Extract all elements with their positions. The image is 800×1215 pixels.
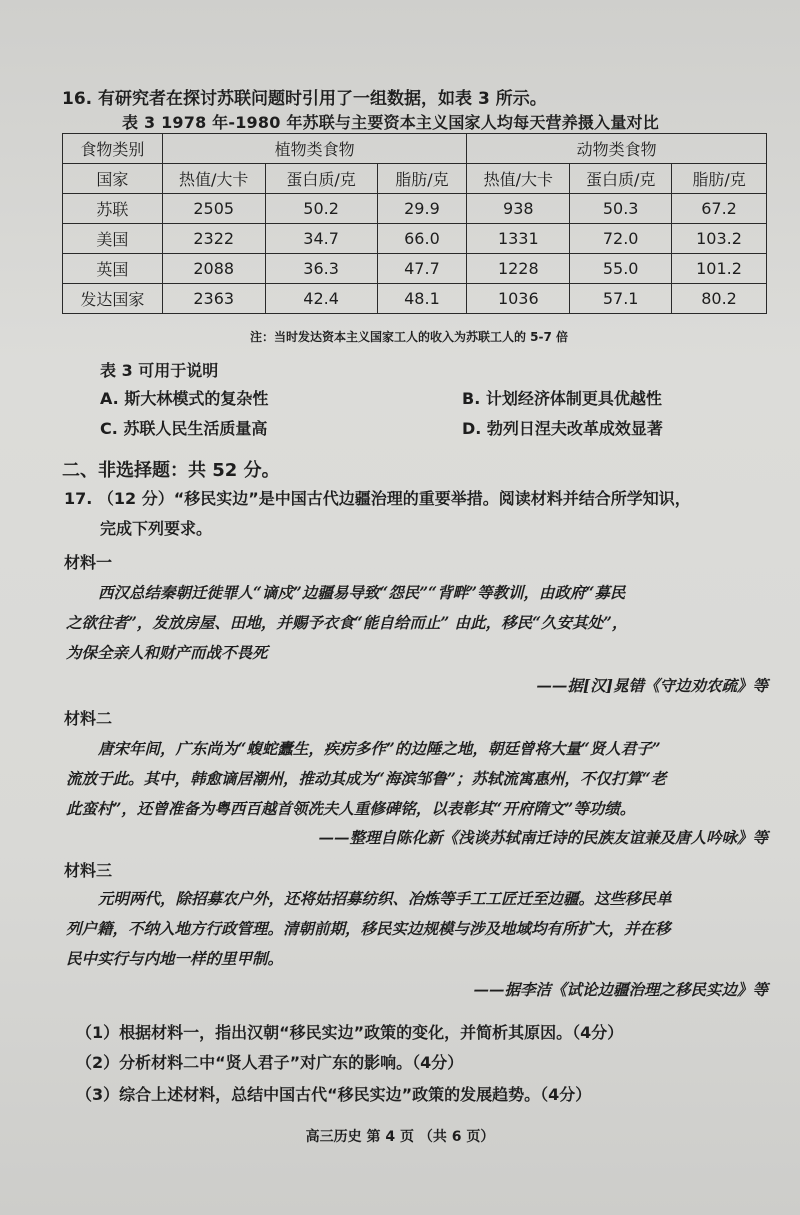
question-17-stem-line1: 17. （12 分）“移民实边”是中国古代边疆治理的重要举措。阅读材料并结合所学知识，	[64, 489, 691, 508]
sub-question-3: （3）综合上述材料，总结中国古代“移民实边”政策的发展趋势。（4分）	[76, 1085, 592, 1104]
table-cell: 29.9	[377, 194, 467, 224]
table-cell: 101.2	[672, 254, 767, 284]
table-cell: 66.0	[377, 224, 467, 254]
table-cell: 2363	[162, 284, 265, 314]
row-country: 苏联	[63, 194, 163, 224]
col-header: 脂肪/克	[672, 164, 767, 194]
table-subheader-row	[63, 164, 767, 194]
material-line: 元明两代，除招募农户外，还将姑招募纺织、冶炼等手工工匠迁至边疆。这些移民单	[98, 889, 672, 908]
table-cell: 80.2	[672, 284, 767, 314]
table-3-caption: 表 3 1978 年-1980 年苏联与主要资本主义国家人均每天营养摄入量对比	[122, 113, 659, 132]
material-line: 此蛮村”，还曾准备为粤西百越首领冼夫人重修碑铭，以表彰其“开府隋文”等功绩。	[66, 799, 636, 818]
table-cell: 34.7	[265, 224, 377, 254]
material-line: 西汉总结秦朝迁徙罪人“谪戍”边疆易导致“怨民”“背畔”等教训，由政府“募民	[98, 583, 626, 602]
col-header: 蛋白质/克	[570, 164, 672, 194]
table-cell: 48.1	[377, 284, 467, 314]
col-header: 热值/大卡	[162, 164, 265, 194]
table-cell: 36.3	[265, 254, 377, 284]
table-cell: 1228	[467, 254, 570, 284]
table-row	[63, 254, 767, 284]
table-cell: 55.0	[570, 254, 672, 284]
row-country: 美国	[63, 224, 163, 254]
material-line: 流放于此。其中，韩愈谪居潮州，推动其成为“海滨邹鲁”；苏轼流寓惠州，不仅打算“老	[66, 769, 667, 788]
header-country: 国家	[63, 164, 163, 194]
table-row	[63, 194, 767, 224]
option-c: C. 苏联人民生活质量高	[100, 419, 268, 438]
material-1-title: 材料一	[64, 553, 113, 572]
table-row	[63, 224, 767, 254]
table-cell: 1331	[467, 224, 570, 254]
table-cell: 938	[467, 194, 570, 224]
table-cell: 2088	[162, 254, 265, 284]
option-d: D. 勃列日涅夫改革成效显著	[462, 419, 663, 438]
table-cell: 103.2	[672, 224, 767, 254]
material-2-source: ——整理自陈化新《浅谈苏轼南迁诗的民族友谊兼及唐人吟咏》等	[318, 828, 768, 847]
section-2-heading: 二、非选择题：共 52 分。	[62, 460, 280, 481]
table-cell: 1036	[467, 284, 570, 314]
material-2-title: 材料二	[64, 709, 113, 728]
col-header: 热值/大卡	[467, 164, 570, 194]
material-2-body	[66, 734, 770, 824]
question-17-stem-line2: 完成下列要求。	[100, 519, 213, 538]
question-16-prompt: 表 3 可用于说明	[100, 361, 219, 380]
table-3	[62, 133, 767, 314]
sub-question-1: （1）根据材料一，指出汉朝“移民实边”政策的变化，并简析其原因。（4分）	[76, 1023, 624, 1042]
sub-question-2: （2）分析材料二中“贤人君子”对广东的影响。（4分）	[76, 1053, 464, 1072]
material-line: 为保全亲人和财产而战不畏死	[66, 643, 268, 662]
material-1-body	[66, 578, 770, 668]
header-plant-food: 植物类食物	[162, 134, 467, 164]
material-1-source: ——据[汉]晁错《守边劝农疏》等	[536, 676, 768, 695]
page-footer: 高三历史 第 4 页 （共 6 页）	[305, 1129, 495, 1145]
table-note: 注：当时发达资本主义国家工人的收入为苏联工人的 5-7 倍	[250, 330, 569, 344]
table-cell: 67.2	[672, 194, 767, 224]
table-cell: 72.0	[570, 224, 672, 254]
material-line: 民中实行与内地一样的里甲制。	[66, 949, 284, 968]
option-a: A. 斯大林模式的复杂性	[100, 389, 269, 408]
material-line: 唐宋年间，广东尚为“蝮蛇蠹生，疾疠多作”的边陲之地，朝廷曾将大量“贤人君子”	[98, 739, 661, 758]
table-cell: 2505	[162, 194, 265, 224]
table-cell: 57.1	[570, 284, 672, 314]
table-cell: 50.2	[265, 194, 377, 224]
question-16-stem: 16. 有研究者在探讨苏联问题时引用了一组数据，如表 3 所示。	[62, 89, 547, 109]
table-cell: 47.7	[377, 254, 467, 284]
option-b: B. 计划经济体制更具优越性	[462, 389, 662, 408]
row-country: 英国	[63, 254, 163, 284]
material-3-title: 材料三	[64, 861, 113, 880]
material-line: 列户籍，不纳入地方行政管理。清朝前期，移民实边规模与涉及地域均有所扩大，并在移	[66, 919, 671, 938]
table-cell: 50.3	[570, 194, 672, 224]
material-3-source: ——据李洁《试论边疆治理之移民实边》等	[473, 980, 768, 999]
material-3-body	[66, 884, 770, 974]
table-header-row	[63, 134, 767, 164]
col-header: 脂肪/克	[377, 164, 467, 194]
header-food-category: 食物类别	[63, 134, 163, 164]
row-country: 发达国家	[63, 284, 163, 314]
header-animal-food: 动物类食物	[467, 134, 767, 164]
col-header: 蛋白质/克	[265, 164, 377, 194]
table-row	[63, 284, 767, 314]
table-cell: 2322	[162, 224, 265, 254]
material-line: 之欲往者”，发放房屋、田地，并赐予衣食“能自给而止” 由此，移民“久安其处”，	[66, 613, 628, 632]
table-cell: 42.4	[265, 284, 377, 314]
